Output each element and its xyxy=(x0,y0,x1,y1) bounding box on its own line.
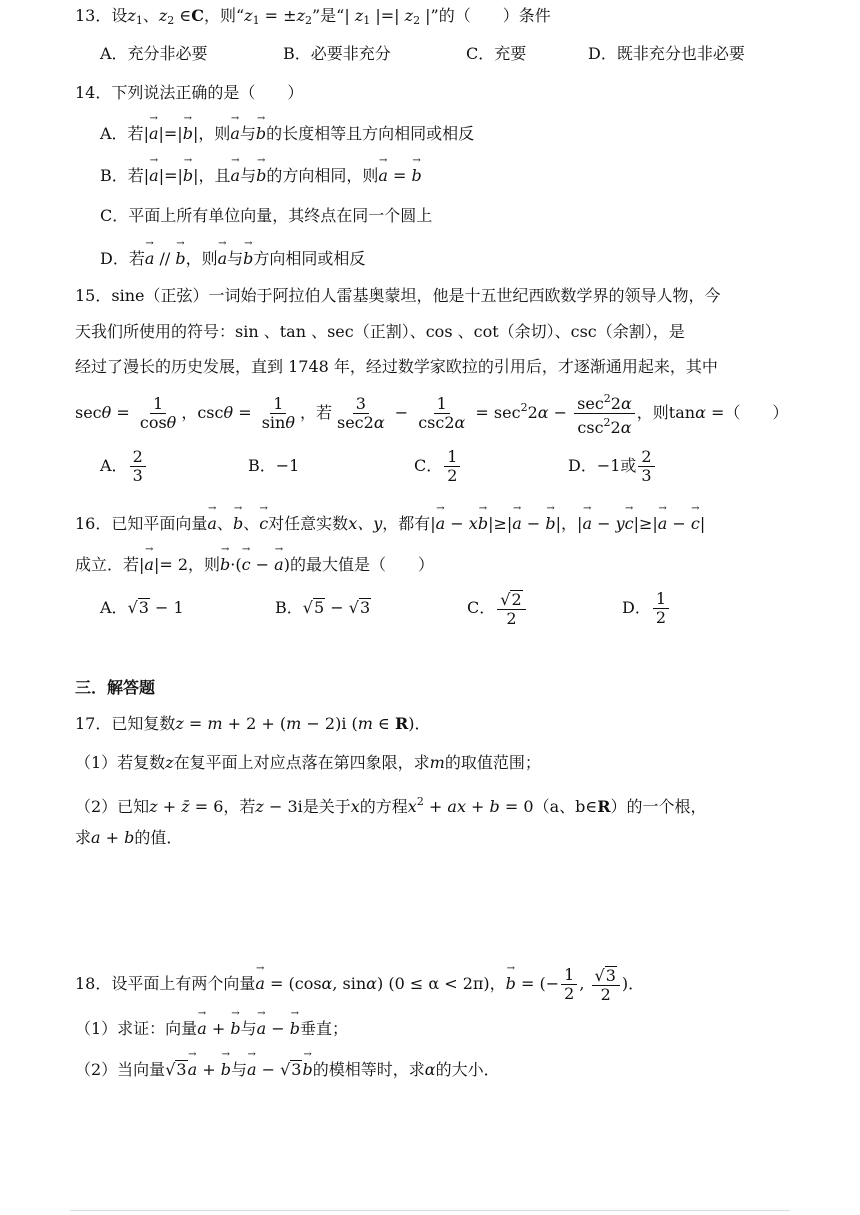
fraction: $\frac{1}{\cos\theta}$ xyxy=(139,394,177,432)
q13-option-c: C．充要 xyxy=(466,44,527,63)
q16-option-a: A．√3 − 1 xyxy=(100,598,184,617)
fraction: $\frac{\sec^22\alpha}{\csc^22\alpha}$ xyxy=(574,390,635,437)
q14-option-c: C．平面上所有单位向量，其终点在同一个圆上 xyxy=(100,206,433,225)
fraction: $\frac{1}{2}$ xyxy=(561,966,577,1003)
q18-part-2: （2）当向量√3→ a + → b与→ a − √3→ b的模相等时，求α的大小． xyxy=(75,1058,500,1080)
q13-stem: 13．设$z_1$、$z_2$ ∈C，则“$z_1 = \pm z_2$”是“| $z_1$ |=| $z_2$ |”的（ ）条件 xyxy=(75,6,551,27)
q15-formula: secθ = $\frac{1}{\cos\theta}$ ，cscθ = $\frac{1}{\sin\theta}$ ，若 $\frac{3}{\sec 2\alpha}$ − $\frac{1}{\csc 2\alpha}$ = $\sec^22\alpha$ − $\frac{\sec^22\alpha}{\csc^22\alpha}$ ，则tanα =（ ） xyxy=(75,392,789,437)
q13-option-d: D．既非充分也非必要 xyxy=(588,44,745,63)
fraction: $\frac{1}{2}$ xyxy=(444,448,460,485)
fraction: $\frac{2}{3}$ xyxy=(638,448,654,485)
q17-stem: 17．已知复数z = m + 2 + (m − 2)i (m ∈ R)． xyxy=(75,714,431,733)
q15-line-1: 15．sine（正弦）一词始于阿拉伯人雷基奥蒙坦，他是十五世纪西欧数学界的领导人物，今 xyxy=(75,286,721,305)
fraction: $\frac{√2}{2}$ xyxy=(497,590,525,628)
fraction: $\frac{1}{2}$ xyxy=(653,590,669,627)
fraction: $\frac{1}{\sin\theta}$ xyxy=(261,394,295,432)
fraction: $\frac{√3}{2}$ xyxy=(592,966,620,1004)
fraction: $\frac{3}{\sec 2\alpha}$ xyxy=(336,394,385,432)
q13-option-b: B．必要非充分 xyxy=(283,44,391,63)
q15-option-a: A． $\frac{2}{3}$ xyxy=(100,444,148,488)
q17-part-1: （1）若复数z在复平面上对应点落在第四象限，求m的取值范围； xyxy=(75,753,541,772)
q14-option-b: B．若|→ a|=|→ b|，且→ a与→ b的方向相同，则→ a = → b xyxy=(100,164,422,186)
section-heading: 三．解答题 xyxy=(75,678,156,697)
q15-option-c: C． $\frac{1}{2}$ xyxy=(414,444,462,488)
q14-stem: 14．下列说法正确的是（ ） xyxy=(75,83,304,102)
q14-option-d: D．若→ a // → b，则→ a与→ b方向相同或相反 xyxy=(100,247,365,269)
q17-part-2-cont: 求a + b的值． xyxy=(75,828,183,847)
q16-option-c: C． $\frac{√2}{2}$ xyxy=(467,586,528,630)
q18-stem: 18．设平面上有两个向量→ a = (cosα, sinα) (0 ≤ α < 2π)，→ b = (− $\frac{1}{2}$ , $\frac{√3}{2}$ )． xyxy=(75,962,644,1006)
q15-option-d: D．−1或 $\frac{2}{3}$ xyxy=(568,444,657,488)
page-bottom-divider xyxy=(70,1210,790,1211)
q16-option-d: D． $\frac{1}{2}$ xyxy=(622,586,671,630)
q17-part-2: （2）已知z + z̄ = 6，若z − 3i是关于x的方程$x^2$ + ax + b = 0（a、b∈R）的一个根， xyxy=(75,795,707,816)
q14-option-a: A．若|→ a|=|→ b|，则→ a与→ b的长度相等且方向相同或相反 xyxy=(100,122,474,144)
q16-stem-2: 成立．若|→ a|= 2，则→ b·(→ c − → a)的最大值是（ ） xyxy=(75,553,434,575)
q15-line-3: 经过了漫长的历史发展，直到 1748 年，经过数学家欧拉的引用后，才逐渐通用起来，其中 xyxy=(75,357,718,376)
fraction: $\frac{2}{3}$ xyxy=(130,448,146,485)
fraction: $\frac{1}{\csc 2\alpha}$ xyxy=(418,394,466,432)
q15-option-b: B．−1 xyxy=(248,456,300,475)
q13-option-a: A．充分非必要 xyxy=(100,44,208,63)
q18-part-1: （1）求证：向量→ a + → b与→ a − → b垂直； xyxy=(75,1017,348,1039)
q16-stem-1: 16．已知平面向量→ a、→ b、→ c对任意实数x、y，都有|→ a − x→ b|≥|→ a − → b|，|→ a − y→ c|≥|→ a − → c| xyxy=(75,512,705,534)
q16-option-b: B．√5 − √3 xyxy=(275,598,371,617)
q15-line-2: 天我们所使用的符号：sin 、tan 、sec（正割）、cos 、cot（余切）、csc（余割），是 xyxy=(75,322,685,341)
